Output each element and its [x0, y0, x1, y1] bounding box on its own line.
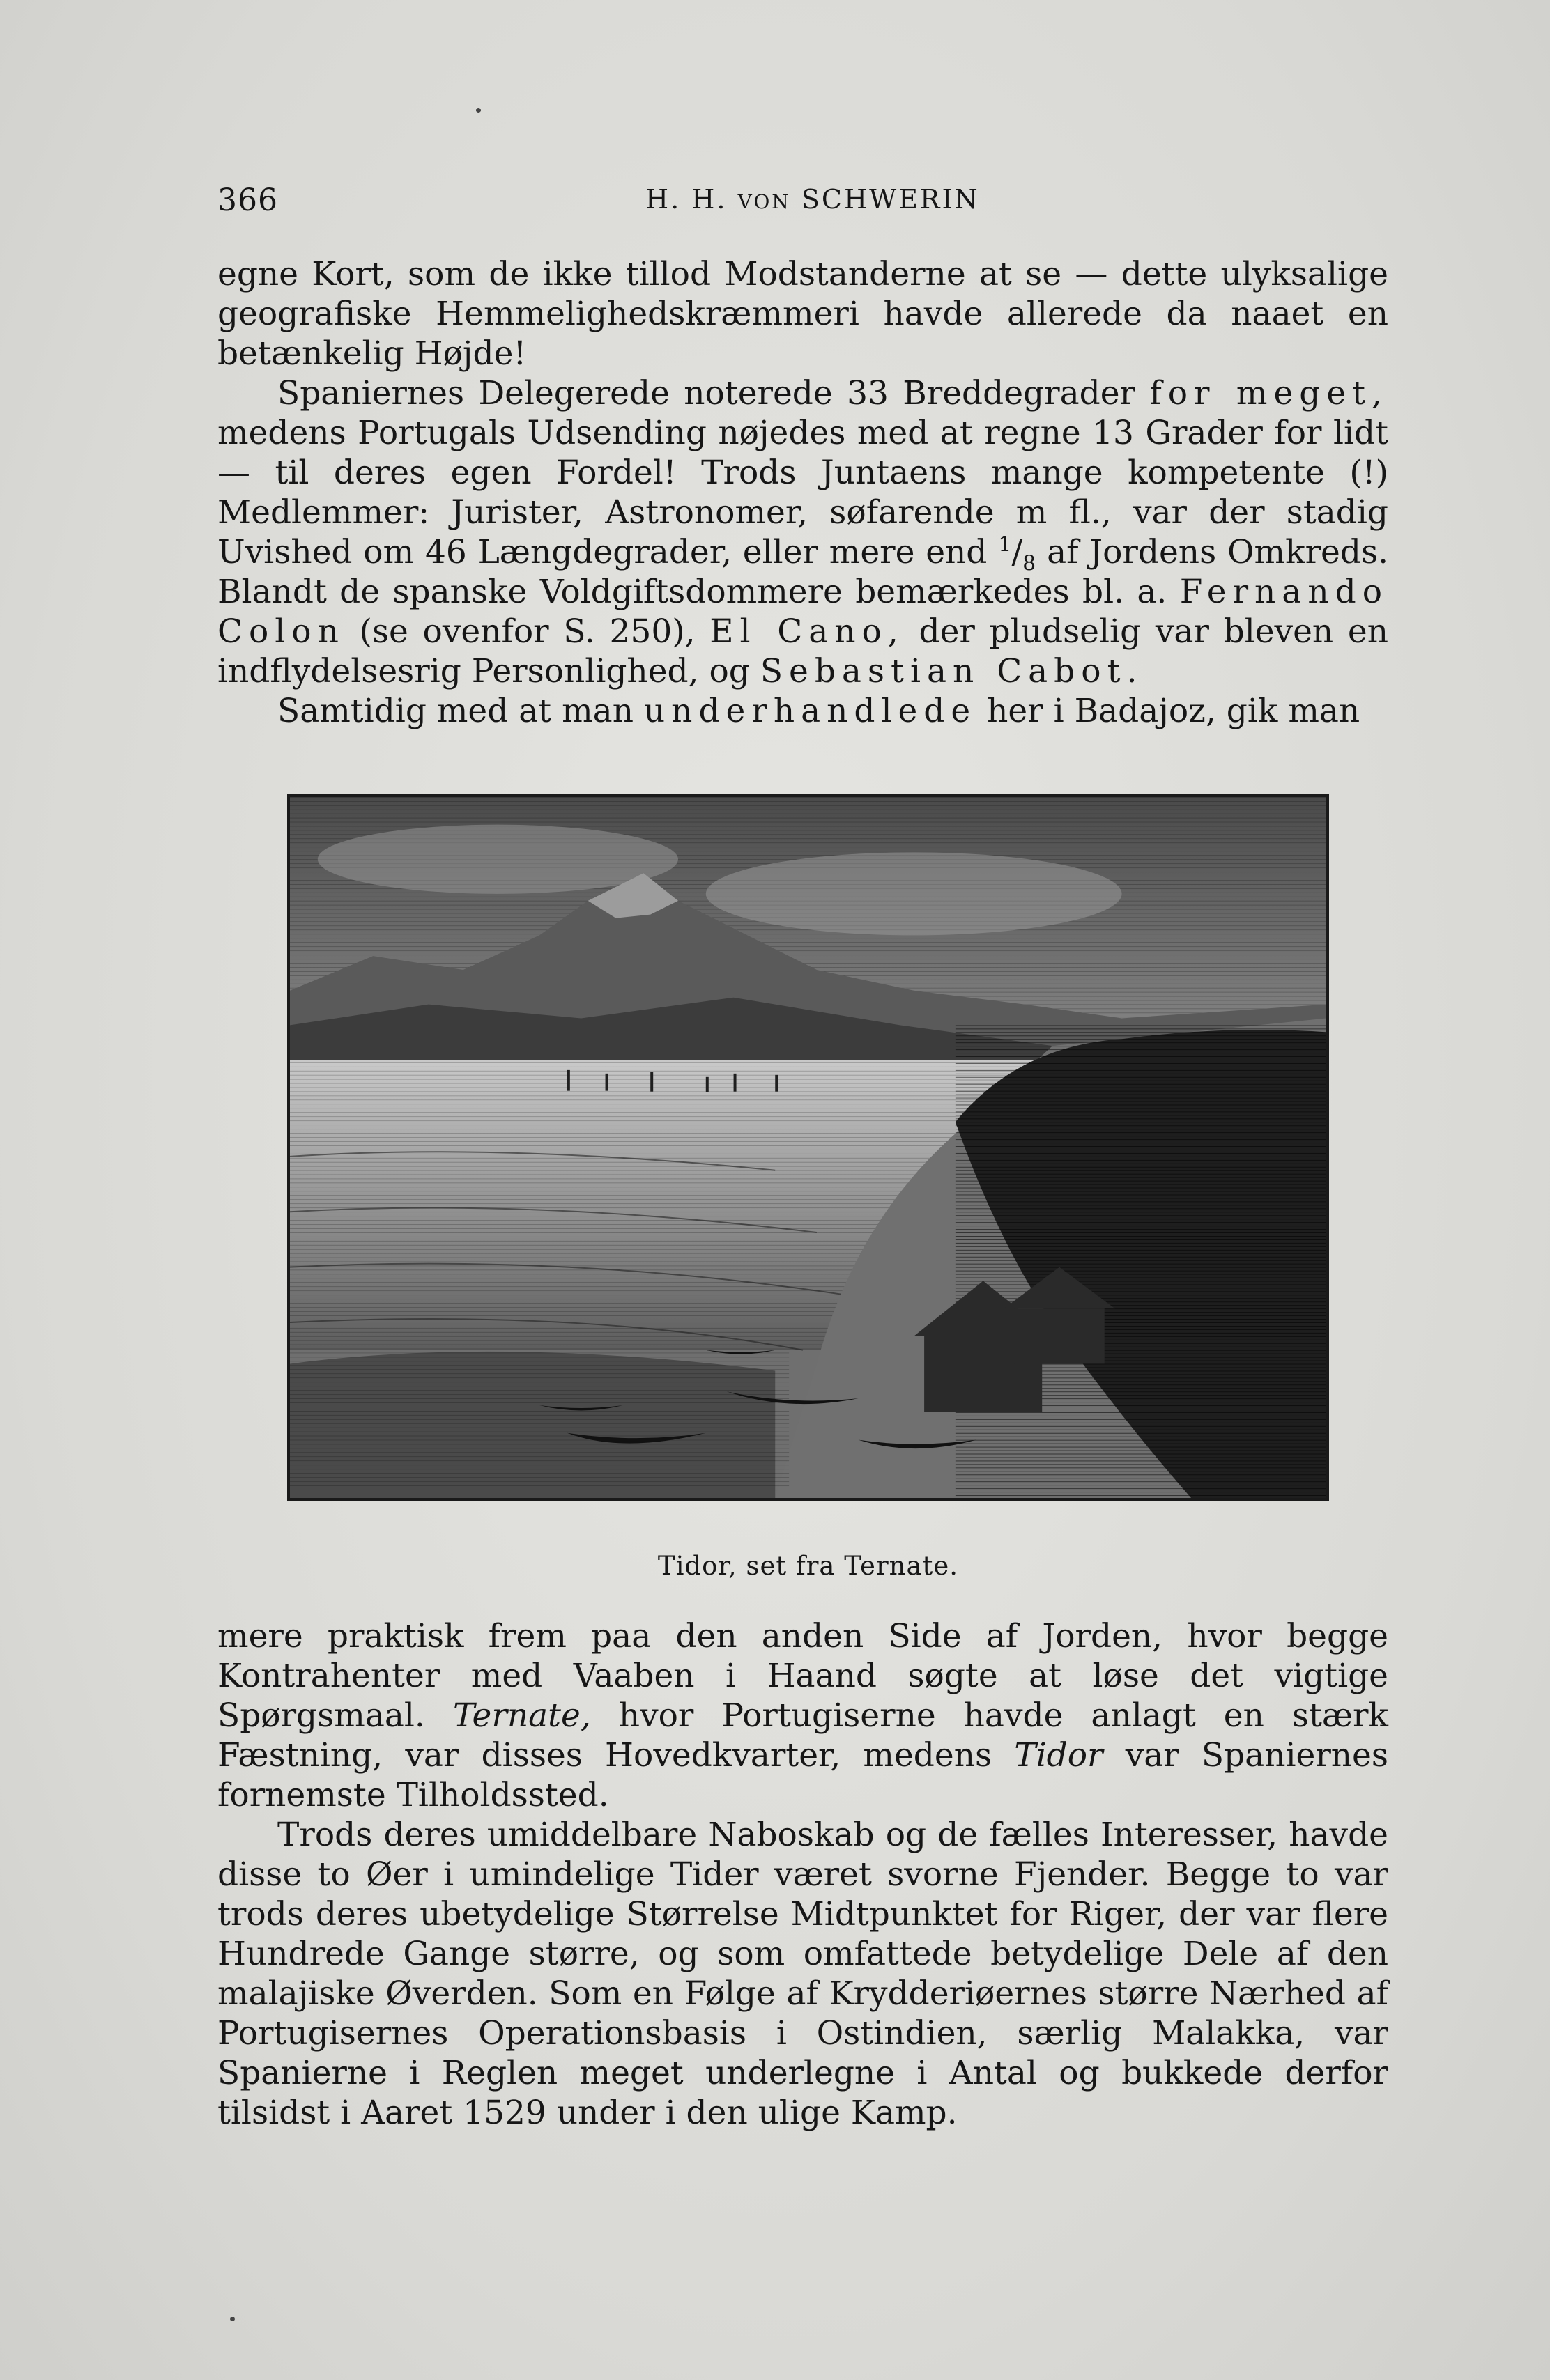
text-run: egne Kort, som de ikke tillod Modstanderne at se — dette ulyksalige geografiske Hemmelighedskræmmeri havde allerede da naaet en betænkelig Højde!: [217, 255, 1388, 373]
italic-text: Ternate,: [452, 1697, 591, 1735]
fraction-numerator: 1: [998, 532, 1012, 557]
paper-speck: [476, 108, 481, 113]
fraction-denominator: 8: [1022, 551, 1036, 576]
text-block-upper: [217, 254, 1388, 731]
text-run: mere praktisk frem paa den anden Side af Jorden, hvor begge Kontrahenter med Vaaben i Haand søgte at løse det vigtige Spørgsmaal.: [217, 1617, 1388, 1735]
spaced-text: Fernando Colon: [217, 573, 1388, 651]
text-run: Spaniernes Delegerede noterede 33 Breddegrader: [277, 374, 1150, 412]
italic-text: Tidor: [1014, 1736, 1103, 1775]
paragraph: [217, 254, 1388, 373]
spaced-text: for meget,: [1149, 374, 1388, 412]
text-run: Trods deres umiddelbare Naboskab og de fælles Interesser, havde disse to Øer i umindelige Tider været svorne Fjender. Begge to var trods deres ubetydelige Størrelse Midtpunktet for Riger, der var flere Hundrede Gange større, og som omfattede betydelige Dele af den malajiske Øverden. Som en Følge af Krydderiøernes større Nærhed af Portugisernes Operationsbasis i Ostindien, særlig Malakka, var Spanierne i Reglen meget underlegne i Antal og bukkede derfor tilsidst i Aaret 1529 under i den ulige Kamp.: [217, 1816, 1388, 2132]
paragraph: [217, 1616, 1388, 1815]
tidor-engraving: [290, 797, 1326, 1498]
page-header: [217, 183, 1388, 224]
fraction-separator: /: [1011, 533, 1023, 571]
text-run: (se ovenfor S. 250),: [344, 612, 710, 651]
running-head: [645, 184, 980, 215]
paragraph: [217, 373, 1388, 691]
paragraph: [217, 691, 1388, 731]
author-von: VON: [737, 190, 791, 213]
text-run: der pludselig var bleven en indflydelsesrig Personlighed, og: [217, 612, 1388, 690]
paragraph: [217, 1815, 1388, 2133]
text-block-lower: [217, 1616, 1388, 2133]
text-run: var Spaniernes fornemste Tilholdssted.: [217, 1736, 1388, 1814]
text-run: af Jordens Omkreds. Blandt de spanske Voldgiftsdommere bemærkedes bl. a.: [217, 533, 1389, 611]
author-initials: H. H.: [645, 184, 728, 215]
figure-caption: Tidor, set fra Ternate.: [657, 1551, 959, 1581]
text-run: her i Badajoz, gik man: [976, 692, 1360, 730]
author-surname: SCHWERIN: [801, 184, 980, 215]
text-run: hvor Portugiserne havde anlagt en stærk Fæstning, var disses Hovedkvarter, medens: [217, 1697, 1388, 1775]
text-run: medens Portugals Udsending nøjedes med at regne 13 Grader for lidt — til deres egen Fordel! Trods Juntaens mange kompetente (!) Medlemmer: Jurister, Astronomer, søfarende m fl., var der stadig Uvished om 46 Længdegrader, eller mere end: [217, 414, 1388, 571]
spaced-text: underhandlede: [643, 692, 977, 730]
page-number: 366: [217, 183, 278, 218]
spaced-text: El Cano,: [709, 612, 905, 651]
spaced-text: Sebastian Cabot.: [760, 652, 1144, 690]
paper-speck: [230, 2317, 235, 2321]
engraving-illustration: [287, 794, 1329, 1501]
text-run: Samtidig med at man: [277, 692, 644, 730]
